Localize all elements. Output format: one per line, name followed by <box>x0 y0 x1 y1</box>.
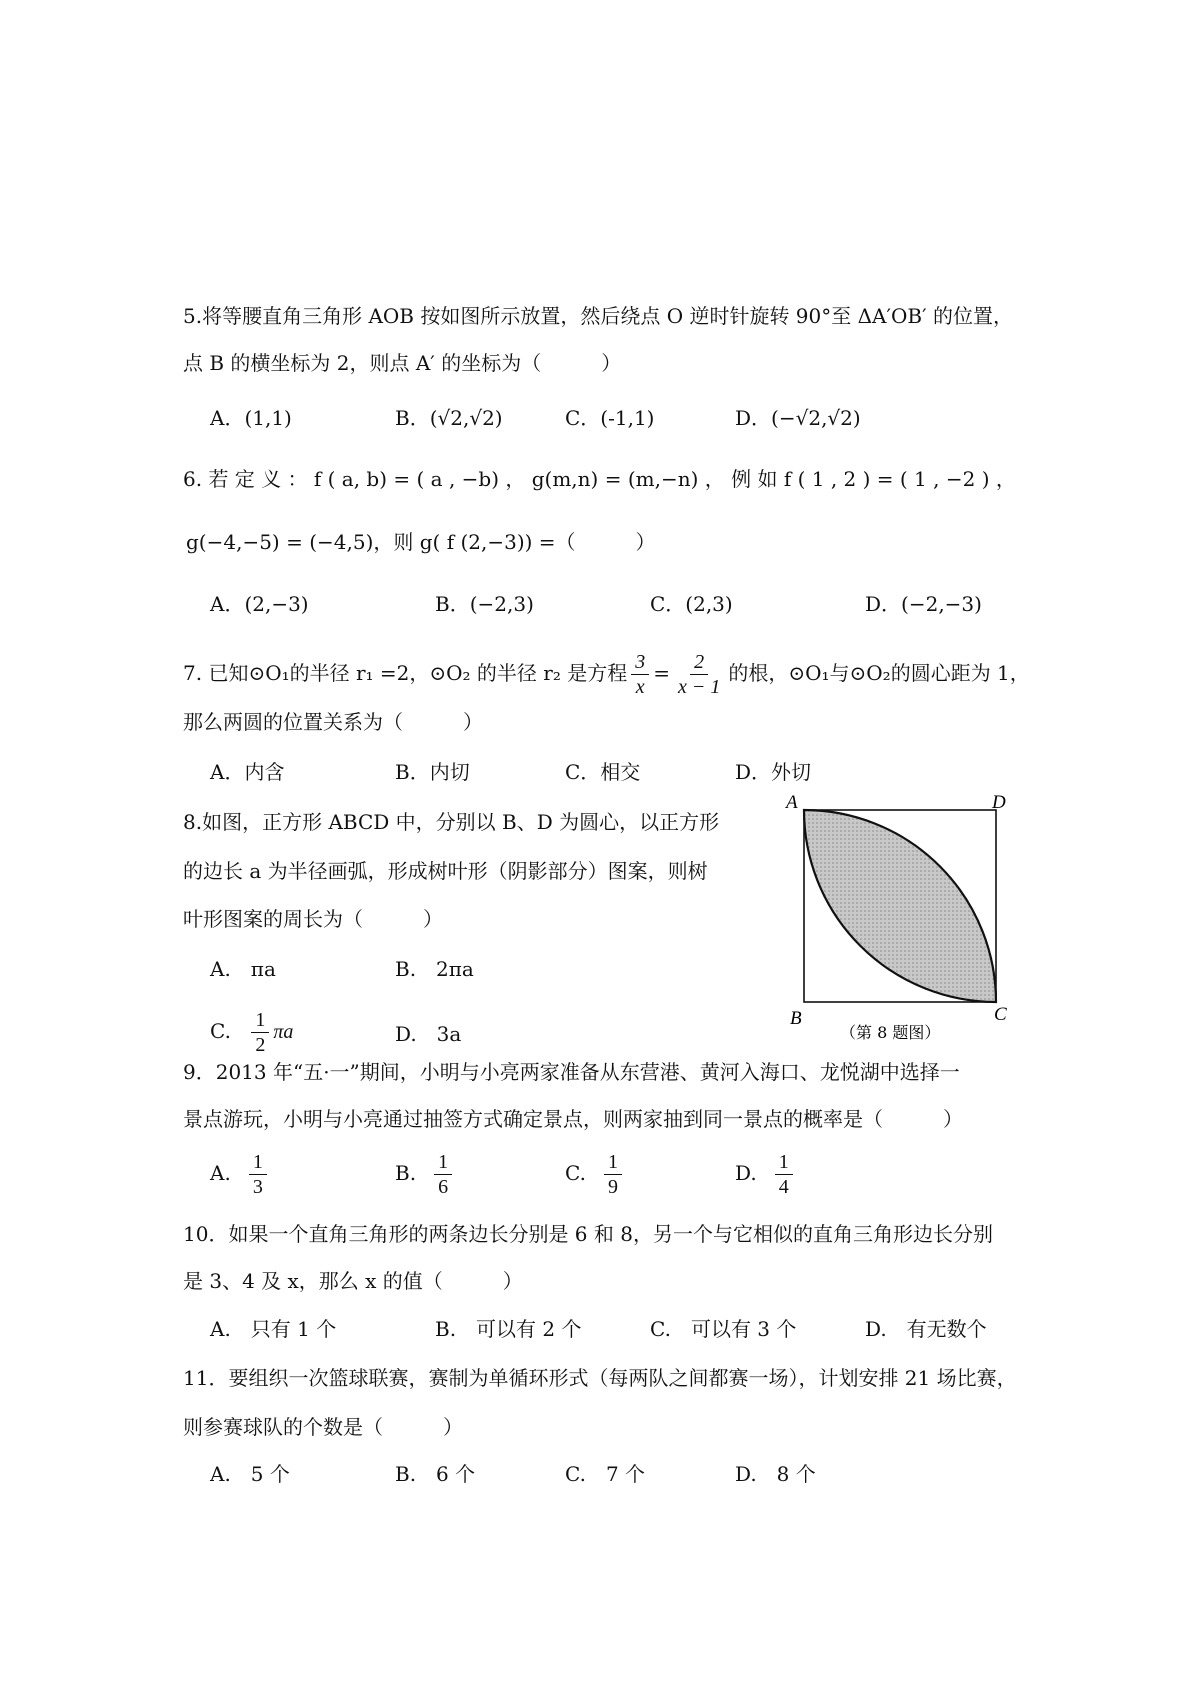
q5-stem-line2: 点 B 的横坐标为 2，则点 A′ 的坐标为（ ） <box>183 351 622 375</box>
leaf-shape <box>804 810 996 1002</box>
figure-caption: （第 8 题图） <box>840 1023 941 1040</box>
q7-frac2-numerator: 2 <box>690 650 708 675</box>
q11-stem-line2: 则参赛球队的个数是（ ） <box>183 1415 463 1439</box>
label-b: B <box>790 1008 802 1029</box>
q9-option-c-den: 9 <box>607 1176 618 1198</box>
q9-option-b-den: 6 <box>438 1176 449 1198</box>
q11-option-b[interactable]: B. 6 个 <box>395 1462 476 1486</box>
q7-frac1-denominator: x <box>635 676 645 698</box>
label-a: A <box>786 792 798 813</box>
q7-equals: = <box>653 661 670 685</box>
q9-option-a-label: A. <box>210 1161 231 1185</box>
q9-option-c-num: 1 <box>604 1150 622 1175</box>
q8-stem-line3: 叶形图案的周长为（ ） <box>183 907 443 931</box>
q6-option-d[interactable]: D．(−2,−3) <box>865 592 982 616</box>
q9-option-d-label: D. <box>735 1161 757 1185</box>
q5-option-b[interactable]: B．(√2,√2) <box>395 406 503 430</box>
q9-option-d[interactable] <box>735 1150 797 1199</box>
q8-option-c-den: 2 <box>255 1034 266 1056</box>
q7-fraction-right <box>674 650 724 699</box>
q6-stem-line1: 6. 若 定 义 ： f ( a, b) = ( a , −b) ， g(m,n) = (m,−n) ， 例 如 f ( 1 , 2 ) = ( 1 , −2 ) ， <box>183 467 1016 491</box>
q7-stem-line2: 那么两圆的位置关系为（ ） <box>183 710 483 734</box>
q9-stem-line2: 景点游玩，小明与小亮通过抽签方式确定景点，则两家抽到同一景点的概率是（ ） <box>183 1107 963 1131</box>
q11-option-c[interactable]: C. 7 个 <box>565 1462 646 1486</box>
q9-option-c-label: C. <box>565 1161 586 1185</box>
q8-option-c-fraction <box>251 1008 269 1057</box>
q7-option-b[interactable]: B．内切 <box>395 760 470 784</box>
q10-stem-line2: 是 3、4 及 x，那么 x 的值（ ） <box>183 1269 523 1293</box>
q5-option-c[interactable]: C．(-1,1) <box>565 406 655 430</box>
q7-stem-part1: 7. 已知⊙O₁的半径 r₁ =2，⊙O₂ 的半径 r₂ 是方程 <box>183 661 628 685</box>
q11-option-a[interactable]: A. 5 个 <box>210 1462 290 1486</box>
q8-option-a[interactable]: A. πa <box>210 957 276 981</box>
q9-option-b[interactable] <box>395 1150 456 1199</box>
q9-option-a-fraction <box>249 1150 267 1199</box>
q9-option-a-num: 1 <box>249 1150 267 1175</box>
q8-option-c[interactable] <box>210 1008 293 1057</box>
label-d: D <box>992 792 1006 813</box>
q7-frac2-denominator: x − 1 <box>677 676 721 698</box>
q8-option-c-label: C. <box>210 1019 231 1043</box>
q8-option-c-tail: πa <box>273 1021 294 1043</box>
q9-option-d-num: 1 <box>775 1150 793 1175</box>
q8-option-c-num: 1 <box>251 1008 269 1033</box>
q7-stem-line1 <box>183 650 1030 699</box>
q9-option-a-den: 3 <box>252 1176 263 1198</box>
q7-fraction-left <box>631 650 649 699</box>
q8-stem-line2: 的边长 a 为半径画弧，形成树叶形（阴影部分）图案，则树 <box>183 859 708 883</box>
q6-stem-line2: g(−4,−5) = (−4,5)，则 g( f (2,−3)) =（ ） <box>186 530 656 554</box>
q8-stem-line1: 8.如图，正方形 ABCD 中，分别以 B、D 为圆心，以正方形 <box>183 810 720 834</box>
q8-leaf-figure <box>780 790 1020 1040</box>
q11-stem-line1: 11．要组织一次篮球联赛，赛制为单循环形式（每两队之间都赛一场），计划安排 21 场比赛， <box>183 1366 1017 1390</box>
q6-option-a[interactable]: A．(2,−3) <box>210 592 309 616</box>
q10-stem-line1: 10．如果一个直角三角形的两条边长分别是 6 和 8，另一个与它相似的直角三角形边长分别 <box>183 1222 993 1246</box>
q5-option-a[interactable]: A．(1,1) <box>210 406 292 430</box>
q11-option-d[interactable]: D. 8 个 <box>735 1462 816 1486</box>
label-c: C <box>994 1004 1007 1025</box>
q7-option-c[interactable]: C．相交 <box>565 760 641 784</box>
q9-stem-line1: 9．2013 年“五·一”期间，小明与小亮两家准备从东营港、黄河入海口、龙悦湖中选择一 <box>183 1060 960 1084</box>
q5-option-d[interactable]: D．(−√2,√2) <box>735 406 861 430</box>
q7-stem-part2: 的根，⊙O₁与⊙O₂的圆心距为 1， <box>728 661 1030 685</box>
q9-option-b-num: 1 <box>434 1150 452 1175</box>
q5-stem-line1: 5.将等腰直角三角形 AOB 按如图所示放置，然后绕点 O 逆时针旋转 90°至 ΔA′OB′ 的位置， <box>183 304 1014 328</box>
q9-option-b-label: B. <box>395 1161 417 1185</box>
q9-option-a[interactable] <box>210 1150 271 1199</box>
q9-option-c-fraction <box>604 1150 622 1199</box>
q9-option-d-den: 4 <box>778 1176 789 1198</box>
q9-option-c[interactable] <box>565 1150 626 1199</box>
q6-option-b[interactable]: B．(−2,3) <box>435 592 534 616</box>
q7-option-d[interactable]: D．外切 <box>735 760 812 784</box>
q8-option-d[interactable]: D. 3a <box>395 1022 462 1046</box>
q10-option-c[interactable]: C. 可以有 3 个 <box>650 1317 797 1341</box>
q9-option-b-fraction <box>434 1150 452 1199</box>
q10-option-b[interactable]: B. 可以有 2 个 <box>435 1317 582 1341</box>
q10-option-d[interactable]: D. 有无数个 <box>865 1317 987 1341</box>
q8-option-b[interactable]: B. 2πa <box>395 957 474 981</box>
q9-option-d-fraction <box>775 1150 793 1199</box>
q7-frac1-numerator: 3 <box>631 650 649 675</box>
q7-option-a[interactable]: A．内含 <box>210 760 285 784</box>
q10-option-a[interactable]: A. 只有 1 个 <box>210 1317 337 1341</box>
q6-option-c[interactable]: C．(2,3) <box>650 592 733 616</box>
